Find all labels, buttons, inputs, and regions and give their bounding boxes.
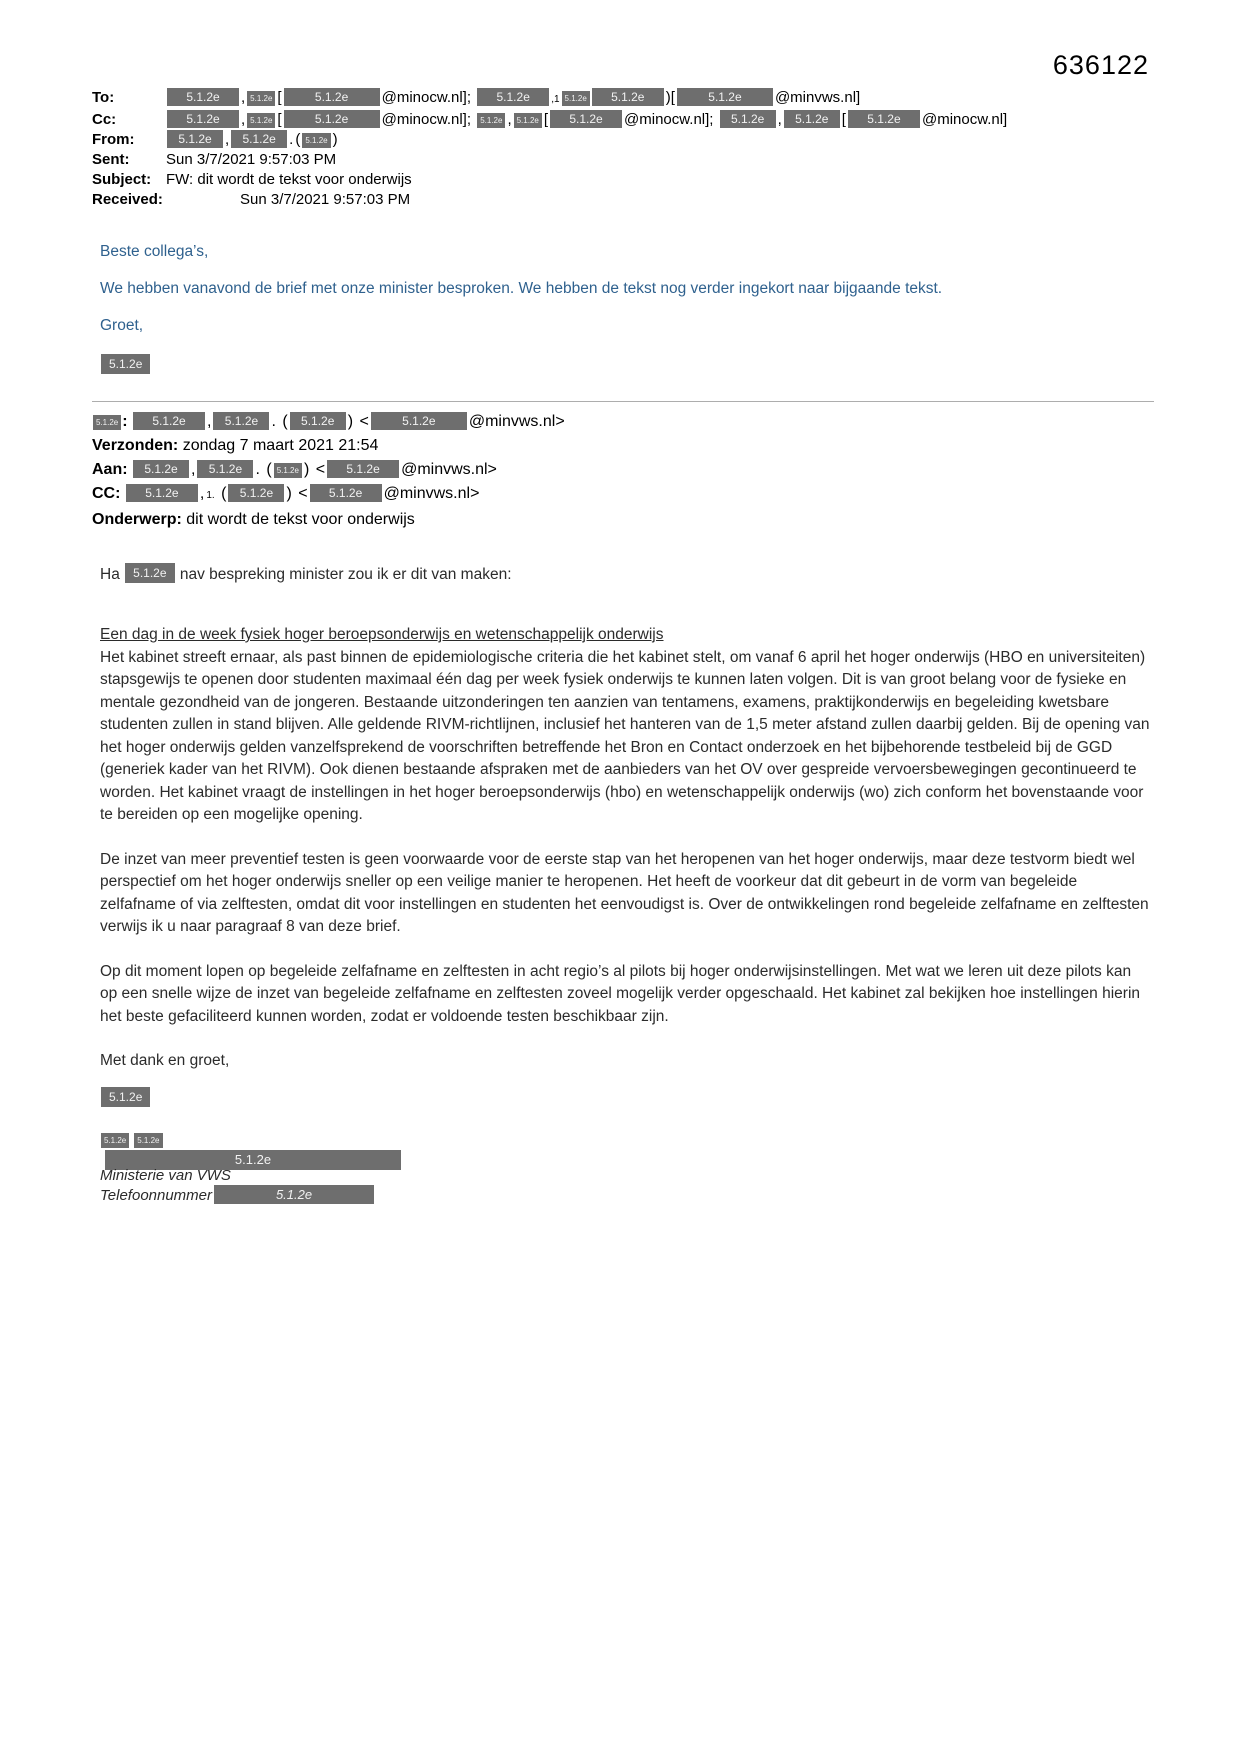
redaction-box: 5.1.2e <box>784 110 840 128</box>
forwarded-header-block <box>92 410 1154 531</box>
separator-text: . <box>271 413 276 430</box>
header-row-from <box>92 130 1154 149</box>
separator-text: , <box>191 461 196 478</box>
separator-text: ) <box>303 461 310 478</box>
separator-text: : <box>122 413 128 430</box>
field-label-verzonden: Verzonden: <box>92 437 179 454</box>
redaction-box: 5.1.2e <box>848 110 920 128</box>
email-header-block <box>92 88 1154 209</box>
phone-label: Telefoonnummer <box>100 1186 213 1204</box>
separator-text: ) <box>332 131 338 148</box>
separator-text: < <box>315 461 326 478</box>
redaction-box: 5.1.2e <box>167 110 239 128</box>
separator-text: ,1 <box>551 94 560 105</box>
field-label-sent: Sent: <box>92 151 130 168</box>
header-row-sent <box>92 150 1154 169</box>
header-row-subject <box>92 170 1154 189</box>
redaction-box: 5.1.2e <box>514 113 542 128</box>
greeting-text: Beste collega’s, <box>100 243 209 260</box>
email-domain-text: @minocw.nl]; <box>381 89 472 106</box>
signature-role-line <box>100 1131 1154 1148</box>
separator-text: < <box>298 485 308 502</box>
message-closing: Met dank en groet, <box>100 1052 230 1069</box>
redaction-box: 5.1.2e <box>228 484 284 502</box>
field-label-subject: Subject: <box>92 171 152 188</box>
separator-text: ( <box>295 131 301 148</box>
email-domain-text: @minocw.nl]; <box>624 111 714 128</box>
intro-body-text: We hebben vanavond de brief met onze minister besproken. We hebben de tekst nog verder ingekort naar bijgaande tekst. <box>100 280 943 297</box>
redaction-box: 5.1.2e <box>284 88 380 106</box>
header-row-aan <box>92 458 1154 481</box>
redaction-box: 5.1.2e <box>327 460 399 478</box>
redaction-box: 5.1.2e <box>477 88 549 106</box>
separator-text: , <box>241 89 246 106</box>
header-row-van <box>92 410 1154 433</box>
message-divider <box>92 401 1154 402</box>
email-content <box>92 88 1154 1205</box>
reply-intro <box>100 243 1154 375</box>
redaction-box: 5.1.2e <box>213 412 269 430</box>
redaction-box: 5.1.2e <box>101 1087 150 1107</box>
page-number: 636122 <box>1052 50 1149 80</box>
redaction-box: 5.1.2e <box>167 88 239 106</box>
field-label-onderwerp: Onderwerp: <box>92 511 182 528</box>
separator-text: ( <box>282 413 288 430</box>
redaction-box: 5.1.2e <box>125 563 174 583</box>
redaction-box: 5.1.2e <box>274 463 302 478</box>
separator-text: ( <box>221 485 227 502</box>
redaction-box: 5.1.2e <box>101 354 150 374</box>
paragraph-3: Op dit moment lopen op begeleide zelfafname en zelftesten in acht regio’s al pilots bij hoger onderwijsinstellingen. Met wat we leren uit deze pilots kan op een snelle wijze de inzet van begeleide zelfafname en zelftesten zoveel mogelijk verder opgeschaald. Het kabinet zal bekijken hoe instellingen hierin het beste gefaciliteerd kunnen worden, zodat er voldoende testen beschikbaar zijn. <box>100 962 1141 1025</box>
redaction-box: 5.1.2e <box>592 88 664 106</box>
separator-text: , <box>241 111 246 128</box>
header-row-verzonden <box>92 434 1154 457</box>
signature-phone-line <box>100 1185 1154 1205</box>
field-label-cc2: CC: <box>92 485 121 502</box>
header-row-to <box>92 88 1154 109</box>
signature-name <box>100 1087 1154 1107</box>
header-row-cc <box>92 110 1154 129</box>
separator-text: . <box>255 461 260 478</box>
redaction-box: 5.1.2e <box>214 1185 374 1204</box>
field-label-from: From: <box>92 131 135 148</box>
redaction-box: 5.1.2e <box>133 460 189 478</box>
separator-text: , <box>199 485 205 502</box>
email-domain-text: @minvws.nl> <box>383 485 480 502</box>
separator-text: , <box>507 111 512 128</box>
separator-text: < <box>359 413 369 430</box>
field-value-cc <box>166 110 1008 129</box>
email-domain-text: @minvws.nl] <box>774 89 861 106</box>
field-label-received: Received: <box>92 191 163 208</box>
separator-text: ( <box>266 461 272 478</box>
separator-text: , <box>207 413 212 430</box>
email-domain-text: @minocw.nl] <box>921 111 1008 128</box>
paragraph-2: De inzet van meer preventief testen is geen voorwaarde voor de eerste stap van het heropenen van het hoger onderwijs, maar deze testvorm biedt wel perspectief om het hoger onderwijs sneller op een veilige manier te heropenen. Het heeft de voorkeur dat dit gebeurt in de vorm van begeleide zelfafname of via zelftesten, omdat dit voor instellingen en studenten het eenvoudigst is. Over de ontwikkelingen rond begeleide zelfafname en zelftesten verwijs ik u naar paragraaf 8 van deze brief. <box>100 850 1149 935</box>
redaction-box: 5.1.2e <box>290 412 346 430</box>
redaction-box: 5.1.2e <box>133 412 205 430</box>
signature-block <box>100 1087 1154 1205</box>
redaction-box: 5.1.2e <box>477 113 505 128</box>
subject-value: FW: dit wordt de tekst voor onderwijs <box>166 171 412 188</box>
separator-text: )[ <box>665 89 675 106</box>
sender-signature <box>100 354 1154 375</box>
intro-closing-text: Groet, <box>100 317 144 334</box>
field-value-to <box>166 88 861 109</box>
signature-org: Ministerie van VWS <box>100 1166 231 1184</box>
redaction-box: 5.1.2e <box>134 1133 162 1148</box>
redaction-box: 5.1.2e <box>371 412 467 430</box>
redaction-box: 5.1.2e <box>231 130 287 148</box>
field-label-cc: Cc: <box>92 111 117 128</box>
message-heading: Een dag in de week fysiek hoger beroepsonderwijs en wetenschappelijk onderwijs <box>100 626 664 643</box>
redaction-box: 5.1.2e <box>284 110 380 128</box>
redaction-box: 5.1.2e <box>197 460 253 478</box>
separator-text: . <box>289 131 294 148</box>
header-row-cc2 <box>92 482 1154 507</box>
paragraph-1: Het kabinet streeft ernaar, als past binnen de epidemiologische criteria die het kabinet stelt, om vanaf 6 april het hoger onderwijs (HBO en universiteiten) stapsgewijs te openen door studenten maximaal één dag per week fysiek onderwijs te kunnen laten volgen. Dit is van groot belang voor de fysieke en mentale gezondheid van de jongeren. Bestaande uitzonderingen ten aanzien van tentamens, examens, praktijkonderwijs en begeleiding kwetsbare studenten zullen in stand blijven. Alle geldende RIVM-richtlijnen, inclusief het hanteren van de 1,5 meter afstand zullen daarbij gelden. Bij de opening van het hoger onderwijs gelden vanzelfsprekend de voorschriften betreffende het Bron en Contact onderzoek en het bijbehorende testbeleid bij de GGD (generiek kader van het RIVM). Ook dienen bestaande afspraken met de aanbieders van het OV over gespreide vervoersbewegingen gecontinueerd te worden. Het kabinet vraagt de instellingen in het hoger beroepsonderwijs (hbo) en wetenschappelijk onderwijs (wo) zich conform het bovenstaande voor te bereiden op een mogelijke opening. <box>100 648 1150 823</box>
redaction-box: 5.1.2e <box>677 88 773 106</box>
message-intro-line <box>100 563 1154 584</box>
header-row-onderwerp <box>92 508 1154 531</box>
field-label-aan: Aan: <box>92 461 128 478</box>
redaction-box: 5.1.2e <box>720 110 776 128</box>
separator-text: , <box>225 131 230 148</box>
email-domain-text: @minocw.nl]; <box>381 111 472 128</box>
separator-text: ) <box>347 413 354 430</box>
redaction-box: 5.1.2e <box>105 1150 401 1170</box>
field-label-to: To: <box>92 89 115 106</box>
separator-text: , <box>777 111 782 128</box>
separator-text: 1. <box>206 490 215 501</box>
email-domain-text: @minvws.nl> <box>401 461 497 478</box>
separator-text: ) <box>286 485 292 502</box>
redaction-box: 5.1.2e <box>101 1133 129 1148</box>
redaction-box: 5.1.2e <box>93 415 121 430</box>
separator-text: [ <box>841 111 846 128</box>
separator-text: [ <box>277 111 282 128</box>
verzonden-value: zondag 7 maart 2021 21:54 <box>182 437 379 454</box>
header-row-received <box>92 190 1154 209</box>
intro-prefix-text: Ha <box>100 566 120 583</box>
message-body <box>100 624 1150 1073</box>
field-value-from <box>166 130 339 149</box>
received-value: Sun 3/7/2021 9:57:03 PM <box>240 191 411 208</box>
redaction-box: 5.1.2e <box>550 110 622 128</box>
separator-text: [ <box>277 89 282 106</box>
separator-text: [ <box>543 111 549 128</box>
redaction-box: 5.1.2e <box>310 484 382 502</box>
email-domain-text: @minvws.nl> <box>468 413 565 430</box>
redaction-box: 5.1.2e <box>247 91 275 106</box>
redaction-box: 5.1.2e <box>302 133 330 148</box>
redaction-box: 5.1.2e <box>167 130 223 148</box>
redaction-box: 5.1.2e <box>126 484 198 502</box>
onderwerp-value: dit wordt de tekst voor onderwijs <box>186 511 415 528</box>
redaction-box: 5.1.2e <box>562 91 590 106</box>
redaction-box: 5.1.2e <box>247 113 275 128</box>
sent-value: Sun 3/7/2021 9:57:03 PM <box>166 151 337 168</box>
intro-suffix-text: nav bespreking minister zou ik er dit van maken: <box>179 566 512 583</box>
